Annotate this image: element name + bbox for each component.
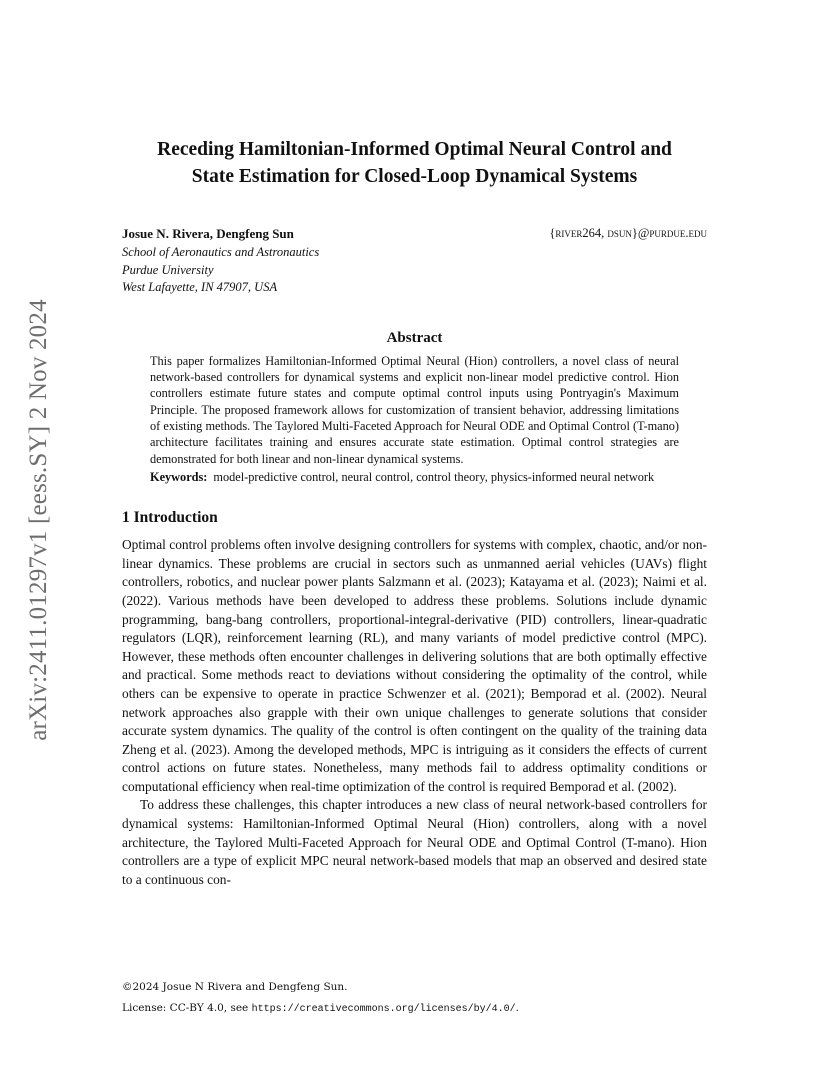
keywords: [150, 469, 679, 485]
introduction-section: [122, 509, 707, 889]
paragraph: Optimal control problems often involve designing controllers for systems with complex, chaotic, and/or non-linear dynamics. These problems are crucial in sectors such as unmanned aerial vehicles (UAVs) flight controllers, robotics, and nuclear power plants Salzmann et al. (2023); Katayama et al. (2023); Naimi et al. (2022). Various methods have been developed to address these problems. Solutions include dynamic programming, bang-bang controllers, proportional-integral-derivative (PID) controllers, linear-quadratic regulators (LQR), reinforcement learning (RL), and many variants of model predictive control (MPC). However, these methods often encounter challenges in delivering solutions that are both optimally effective and practical. Some methods react to deviations without considering the optimality of the control, while others can be expensive to operate in practice Schwenzer et al. (2021); Bemporad et al. (2002). Neural network approaches also grapple with their own unique challenges to generate solutions that consider accurate system dynamics. The quality of the control is often contingent on the quality of the training data Zheng et al. (2023). Among the developed methods, MPC is intriguing as it considers the effects of current control actions on future states. Nonetheless, many methods fail to address optimality conditions or computational efficiency when real-time optimization of the control is required Bemporad et al. (2002).: [122, 537, 707, 794]
copyright-line: ©2024 Josue N Rivera and Dengfeng Sun.: [122, 981, 348, 993]
license-suffix: .: [515, 1002, 519, 1014]
paragraph: To address these challenges, this chapter introduces a new class of neural network-based controllers for dynamical systems: Hamiltonian-Informed Optimal Neural (Hion) controllers, along with a novel architecture, the Taylored Multi-Faceted Approach for Neural ODE and Optimal Control (T-mano). Hion controllers are a type of explicit MPC neural network-based models that map an observed and desired state to a continuous con-: [122, 797, 707, 887]
keywords-list: model-predictive control, neural control, control theory, physics-informed neural network: [213, 469, 655, 484]
affiliation: [122, 244, 707, 297]
arxiv-identifier: arXiv:2411.01297v1 [eess.SY] 2 Nov 2024: [25, 299, 52, 741]
section-heading: 1 Introduction: [122, 509, 218, 527]
abstract-text: This paper formalizes Hamiltonian-Informed Optimal Neural (Hion) controllers, a novel class of neural network-based controllers for dynamical systems and explicit non-linear model predictive control. Hion controllers estimate future states and compute optimal control inputs using Pontryagin's Maximum Principle. The proposed framework allows for customization of transient behavior, addressing limitations of existing methods. The Taylored Multi-Faceted Approach for Neural ODE and Optimal Control (T-mano) architecture facilitates training and ensures accurate state estimation. Optimal control strategies are demonstrated for both linear and non-linear dynamical systems.: [150, 353, 679, 466]
paper-title: [122, 136, 707, 190]
author-block: [122, 226, 707, 242]
title-line-1: Receding Hamiltonian-Informed Optimal Neural Control and: [157, 139, 672, 160]
affiliation-line: Purdue University: [122, 262, 214, 277]
affiliation-line: West Lafayette, IN 47907, USA: [122, 280, 278, 294]
affiliation-line: School of Aeronautics and Astronautics: [122, 245, 320, 259]
paper-page: [122, 136, 707, 889]
author-names: Josue N. Rivera, Dengfeng Sun: [122, 226, 294, 241]
footnote: [122, 980, 707, 1017]
abstract-section: [150, 330, 679, 486]
keywords-label: Keywords:: [150, 469, 208, 484]
title-line-2: State Estimation for Closed-Loop Dynamical Systems: [191, 166, 638, 187]
arxiv-sidebar: [22, 280, 56, 760]
abstract-heading: Abstract: [386, 329, 443, 346]
license-line: [122, 1001, 707, 1017]
license-link[interactable]: https://creativecommons.org/licenses/by/4.0/: [251, 1004, 516, 1015]
license-prefix: License: CC-BY 4.0, see: [122, 1002, 252, 1014]
author-email: {river264, dsun}@purdue.edu: [549, 226, 707, 240]
